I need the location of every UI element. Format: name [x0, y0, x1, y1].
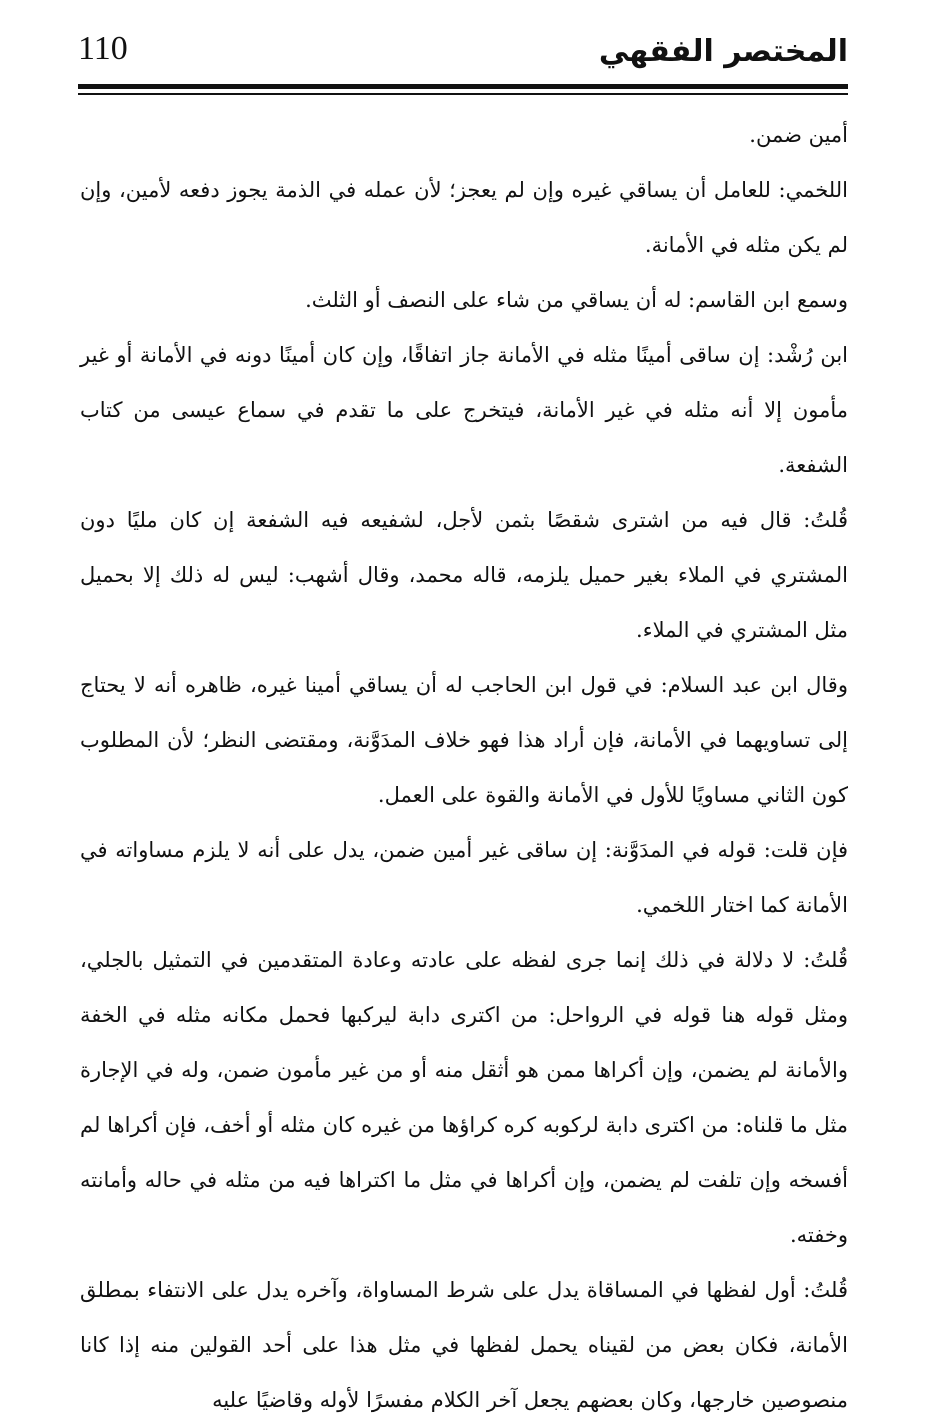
page-header	[78, 28, 848, 98]
paragraph-1: أمين ضمن.	[749, 123, 848, 147]
paragraph-6: وقال ابن عبد السلام: في قول ابن الحاجب له أن يساقي أمينا غيره، ظاهره أنه لا يحتاج إلى تساويهما في الأمانة، فإن أراد هذا فهو خلاف المدَوَّنة، ومقتضى النظر؛ لأن المطلوب كون الثاني مساويًا للأول في الأمانة والقوة على العمل.	[80, 673, 848, 807]
paragraph-9: قُلتُ: أول لفظها في المساقاة يدل على شرط المساواة، وآخره يدل على الانتفاء بمطلق الأمانة، فكان بعض من لقيناه يحمل لفظها في مثل هذا على أحد القولين منه إذا كانا منصوصين خارجها، وكان بعضهم يجعل آخر الكلام مفسرًا لأوله وقاضيًا عليه	[80, 1278, 848, 1412]
paragraph-8: قُلتُ: لا دلالة في ذلك إنما جرى لفظه على عادته وعادة المتقدمين في التمثيل بالجلي، ومثل قوله هنا قوله في الرواحل: من اكترى دابة ليركبها فحمل مكانه مثله في الخفة والأمانة لم يضمن، وإن أكراها ممن هو أثقل منه أو من غير مأمون ضمن، وله في الإجارة مثل ما قلناه: من اكترى دابة لركوبه كره كراؤها من غيره كان مثله أو أخف، فإن أكراها لم أفسخه وإن تلفت لم يضمن، وإن أكراها في مثل ما اكتراها فيه من مثله في حاله وأمانته وخفته.	[80, 948, 848, 1247]
page-body	[80, 108, 848, 1428]
paragraph-5: قُلتُ: قال فيه من اشترى شقصًا بثمن لأجل، لشفيعه فيه الشفعة إن كان مليًا دون المشتري في الملاء بغير حميل يلزمه، قاله محمد، وقال أشهب: ليس له ذلك إلا بحميل مثل المشتري في الملاء.	[80, 508, 848, 642]
paragraph-2: اللخمي: للعامل أن يساقي غيره وإن لم يعجز؛ لأن عمله في الذمة يجوز دفعه لأمين، وإن لم يكن مثله في الأمانة.	[80, 178, 848, 257]
header-rule-thin	[78, 93, 848, 95]
book-title: المختصر الفقهي	[598, 34, 848, 69]
page-number: 110	[78, 30, 128, 67]
paragraph-4: ابن رُشْد: إن ساقى أمينًا مثله في الأمانة جاز اتفاقًا، وإن كان أمينًا دونه في الأمانة أو غير مأمون إلا أنه مثله في غير الأمانة، فيتخرج على ما تقدم في سماع عيسى من كتاب الشفعة.	[80, 343, 848, 477]
paragraph-7: فإن قلت: قوله في المدَوَّنة: إن ساقى غير أمين ضمن، يدل على أنه لا يلزم مساواته في الأمانة كما اختار اللخمي.	[80, 838, 848, 917]
paragraph-3: وسمع ابن القاسم: له أن يساقي من شاء على النصف أو الثلث.	[305, 288, 848, 312]
header-rule-thick	[78, 84, 848, 89]
